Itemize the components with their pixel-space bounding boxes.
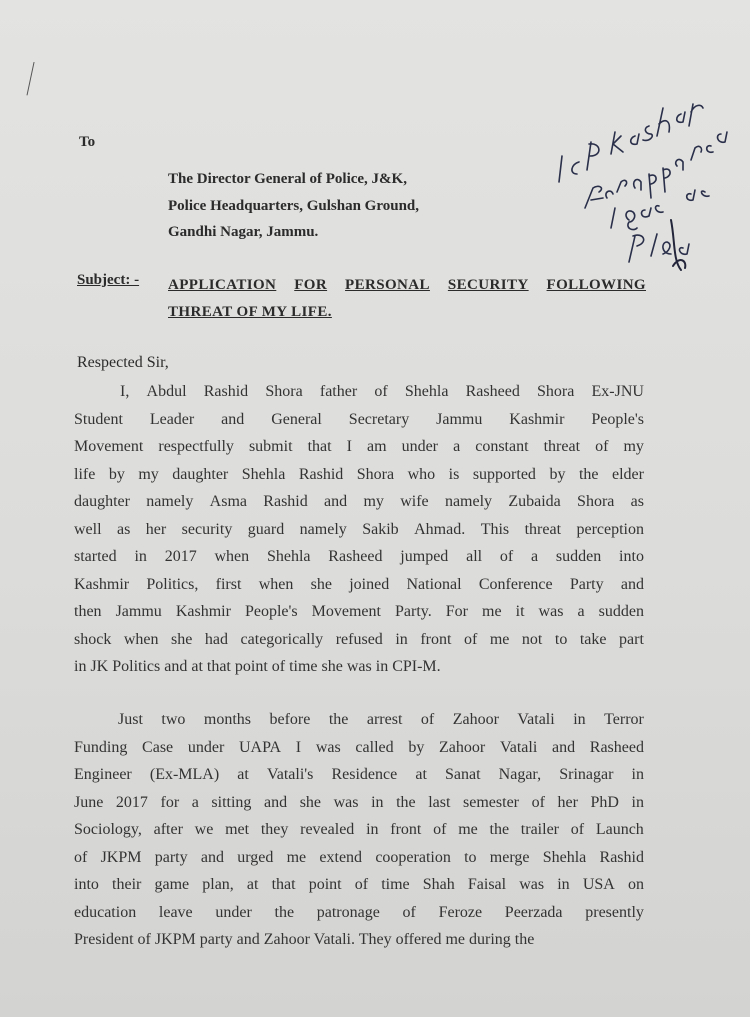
body-paragraph-2: [74, 706, 644, 954]
recipient-to-label: To: [79, 134, 96, 150]
body-word: at: [237, 766, 249, 783]
body-word: am: [366, 438, 387, 455]
body-word: the: [274, 903, 295, 921]
body-word: that: [307, 438, 332, 455]
body-word: Jammu: [436, 410, 483, 428]
body-word: Jammu: [115, 603, 162, 620]
body-word: game: [154, 876, 190, 893]
body-line: [74, 406, 644, 434]
body-word: to: [464, 848, 477, 866]
body-word: me: [458, 821, 478, 838]
body-word: Rashid: [263, 493, 308, 510]
body-word: not: [521, 630, 543, 648]
body-word: by: [408, 738, 425, 756]
body-word: I: [295, 738, 302, 756]
body-line: [74, 871, 644, 899]
body-word: of: [420, 711, 435, 728]
body-word: me: [489, 630, 510, 648]
body-word: of: [374, 383, 388, 400]
body-word: Residence: [331, 766, 398, 783]
body-word: in: [395, 630, 408, 648]
body-word: was: [538, 603, 564, 620]
body-word: Rasheed: [328, 548, 383, 565]
body-word: trailer: [520, 821, 559, 838]
body-word: General: [271, 410, 322, 428]
body-word: presently: [585, 903, 644, 921]
handwritten-line: [559, 104, 703, 182]
body-word: elder: [611, 465, 644, 483]
body-word: and: [620, 575, 644, 593]
body-word: was: [333, 793, 359, 811]
body-word: and: [551, 738, 576, 756]
body-word: the: [328, 711, 349, 728]
body-word: then: [74, 603, 102, 620]
body-word: under: [187, 738, 225, 756]
body-word: they: [260, 821, 289, 838]
body-word: my: [363, 493, 384, 510]
body-paragraph-1: [74, 378, 644, 681]
body-word: Case: [142, 738, 174, 756]
body-word: called: [355, 738, 394, 756]
body-word: under: [215, 903, 252, 921]
body-word: sitting: [211, 793, 252, 811]
body-word: life: [74, 465, 96, 483]
body-word: the: [489, 821, 510, 838]
body-word: under: [401, 438, 439, 455]
body-word: who: [407, 465, 436, 483]
handwritten-line: [629, 234, 689, 262]
body-word: Sanat: [445, 766, 481, 783]
body-word: Shehla: [241, 465, 286, 483]
body-word: namely: [299, 520, 347, 538]
body-word: sudden: [555, 548, 602, 565]
body-word: Vatali: [517, 711, 555, 728]
body-word: Ahmad.: [414, 520, 466, 538]
body-word: of: [595, 438, 609, 455]
subject-text: [168, 272, 646, 326]
body-word: guard: [247, 520, 285, 538]
body-line: [74, 571, 644, 599]
body-word: Asma: [209, 493, 247, 510]
body-word: jumped: [400, 548, 449, 565]
body-word: Feroze: [438, 903, 483, 921]
body-word: urged: [237, 848, 274, 866]
body-word: the: [396, 793, 416, 811]
body-word: PhD: [590, 793, 619, 811]
body-word: Ex-JNU: [591, 383, 644, 400]
body-word: of: [354, 876, 369, 893]
body-word: (Ex-MLA): [149, 766, 220, 783]
body-word: Shora: [577, 493, 615, 510]
body-word: that: [271, 876, 296, 893]
body-word: leave: [158, 903, 193, 921]
body-line: [74, 461, 644, 489]
body-word: I,: [120, 383, 130, 400]
body-word: Party: [569, 575, 604, 593]
body-word: a: [191, 793, 199, 811]
body-word: daughter: [74, 493, 130, 510]
body-word: Rashid: [298, 465, 344, 483]
body-word: Shehla: [404, 383, 449, 400]
body-line: [74, 844, 644, 872]
body-word: in: [573, 711, 586, 728]
body-word: father: [319, 383, 358, 400]
body-word: USA: [582, 876, 615, 893]
body-line: [74, 598, 644, 626]
body-word: Just: [118, 711, 143, 728]
body-word: categorically: [240, 630, 324, 648]
address-line: Gandhi Nagar, Jammu.: [168, 224, 319, 240]
body-word: Nagar,: [498, 766, 542, 783]
body-word: in: [557, 876, 570, 893]
body-word: time: [381, 876, 410, 893]
body-word: namely: [444, 493, 493, 510]
body-word: before: [269, 711, 311, 728]
body-word: submit: [248, 438, 293, 455]
body-word: Party.: [395, 603, 432, 620]
body-word: Zahoor: [452, 711, 499, 728]
body-word: Rasheed: [589, 738, 644, 756]
body-word: joined: [349, 575, 390, 593]
body-word: Kashmir: [74, 575, 130, 593]
body-word: UAPA: [239, 738, 282, 756]
body-word: Shehla: [266, 548, 311, 565]
body-word: respectfully: [158, 438, 234, 455]
body-word: plan,: [202, 876, 234, 893]
body-word: constant: [475, 438, 529, 455]
body-word: People's: [591, 410, 644, 428]
body-word: extend: [319, 848, 363, 866]
body-line: [74, 433, 644, 461]
body-word: by: [108, 465, 125, 483]
body-word: and: [221, 410, 245, 428]
recipient-address: [168, 166, 419, 246]
body-word: we: [194, 821, 214, 838]
address-line: Police Headquarters, Gulshan Ground,: [168, 197, 420, 214]
body-word: Vatali: [499, 738, 538, 756]
body-word: when: [258, 575, 294, 593]
body-line: [74, 706, 644, 734]
subject-word: SECURITY: [447, 277, 529, 293]
body-word: all: [466, 548, 483, 565]
body-word: when: [214, 548, 250, 565]
body-line: [74, 816, 644, 844]
body-word: cooperation: [375, 848, 451, 866]
body-line: [74, 378, 644, 406]
body-word: Peerzada: [504, 903, 563, 921]
body-word: in: [631, 766, 644, 783]
body-word: a: [577, 603, 585, 620]
body-word: Zubaida: [508, 493, 561, 510]
body-word: of: [433, 821, 447, 838]
body-word: of: [74, 848, 88, 866]
body-word: when: [123, 630, 159, 648]
subject-word: APPLICATION: [168, 277, 277, 293]
body-word: she: [171, 630, 193, 648]
body-word: wife: [400, 493, 429, 510]
body-line: [74, 734, 644, 762]
body-word: JKPM: [100, 848, 142, 866]
body-word: 2017: [115, 793, 148, 811]
body-word: and: [264, 793, 288, 811]
body-line: in JK Politics and at that point of time she was in CPI-M.: [74, 658, 441, 675]
address-line: The Director General of Police, J&K,: [168, 171, 407, 187]
body-word: Rasheed: [465, 383, 520, 400]
body-word: me: [482, 603, 502, 620]
body-line: [74, 789, 644, 817]
signature-flourish: [671, 220, 685, 270]
body-word: of: [570, 821, 585, 838]
body-word: Student: [74, 410, 123, 428]
body-word: part: [619, 630, 644, 648]
body-line: [74, 488, 644, 516]
body-word: Movement: [74, 438, 144, 455]
body-word: last: [428, 793, 451, 811]
body-word: perception: [576, 520, 644, 538]
body-word: and: [324, 493, 348, 510]
body-word: Rashid: [203, 383, 249, 400]
body-word: at: [415, 766, 427, 783]
body-word: For: [445, 603, 469, 620]
body-word: a: [453, 438, 461, 455]
body-word: on: [627, 876, 644, 893]
body-word: and: [200, 848, 224, 866]
body-word: first: [215, 575, 242, 593]
body-line: [74, 626, 644, 654]
body-word: Leader: [149, 410, 195, 428]
handwritten-line: [611, 190, 709, 230]
body-word: by: [549, 465, 566, 483]
body-word: supported: [472, 465, 536, 483]
body-word: National: [406, 575, 462, 593]
body-word: in: [371, 793, 384, 811]
body-line: [74, 543, 644, 571]
body-word: point: [308, 876, 342, 893]
body-word: of: [402, 903, 416, 921]
body-word: semester: [463, 793, 519, 811]
body-word: my: [138, 465, 159, 483]
body-word: refused: [335, 630, 383, 648]
body-word: of: [531, 793, 545, 811]
body-word: Srinagar: [559, 766, 614, 783]
body-word: at: [246, 876, 259, 893]
body-word: namely: [146, 493, 194, 510]
body-word: Rashid: [599, 848, 644, 866]
body-word: Shora: [265, 383, 303, 400]
body-word: started: [74, 548, 117, 565]
body-word: Zahoor: [439, 738, 486, 756]
body-word: Kashmir: [175, 603, 231, 620]
body-word: of: [499, 548, 514, 565]
body-word: she: [310, 575, 332, 593]
body-line: [74, 899, 644, 927]
body-word: People's: [244, 603, 298, 620]
body-word: met: [225, 821, 250, 838]
body-line: [74, 761, 644, 789]
body-word: the: [578, 465, 599, 483]
subject-word: PERSONAL: [345, 277, 430, 293]
body-word: take: [579, 630, 607, 648]
body-line: President of JKPM party and Zahoor Vatali. They offered me during the: [74, 931, 535, 948]
body-word: revealed: [300, 821, 355, 838]
body-word: it: [515, 603, 525, 620]
body-word: after: [153, 821, 183, 838]
body-word: party: [154, 848, 188, 866]
body-word: Movement: [311, 603, 381, 620]
body-word: This: [480, 520, 510, 538]
body-word: Sakib: [362, 520, 399, 538]
body-word: is: [448, 465, 460, 483]
body-word: Conference: [478, 575, 553, 593]
body-word: as: [630, 493, 644, 510]
body-word: in: [134, 548, 147, 565]
body-line: [74, 516, 644, 544]
body-word: Launch: [595, 821, 644, 838]
body-word: Faisal: [467, 876, 507, 893]
body-word: as: [117, 520, 131, 538]
body-word: daughter: [172, 465, 229, 483]
subject-line-2: THREAT OF MY LIFE.: [168, 304, 332, 320]
body-word: Abdul: [146, 383, 187, 400]
body-word: a: [531, 548, 539, 565]
subject-word: FOLLOWING: [546, 277, 646, 293]
body-word: Engineer: [74, 766, 132, 783]
body-word: her: [557, 793, 578, 811]
margin-pen-mark: [27, 62, 38, 96]
body-word: Vatali's: [266, 766, 314, 783]
body-word: Shehla: [542, 848, 587, 866]
body-word: me: [286, 848, 307, 866]
body-word: security: [181, 520, 233, 538]
body-word: front: [390, 821, 422, 838]
body-word: Sociology,: [74, 821, 142, 838]
body-word: to: [554, 630, 568, 648]
subject-label: Subject: -: [77, 272, 140, 288]
body-word: my: [623, 438, 644, 455]
body-word: arrest: [366, 711, 403, 728]
body-word: their: [112, 876, 142, 893]
body-word: into: [74, 876, 99, 893]
body-word: sudden: [598, 603, 644, 620]
salutation: Respected Sir,: [77, 354, 169, 371]
body-word: Shora: [356, 465, 395, 483]
body-word: her: [145, 520, 167, 538]
body-word: Politics,: [146, 575, 199, 593]
body-word: patronage: [316, 903, 380, 921]
body-word: she: [299, 793, 322, 811]
body-word: Kashmir: [509, 410, 565, 428]
body-word: I: [346, 438, 352, 455]
body-word: merge: [489, 848, 530, 866]
subject-word: FOR: [294, 277, 328, 293]
body-word: of: [463, 630, 478, 648]
body-word: was: [315, 738, 341, 756]
body-word: education: [74, 903, 137, 921]
body-word: had: [204, 630, 229, 648]
body-word: Secretary: [348, 410, 410, 428]
body-word: in: [366, 821, 379, 838]
body-word: well: [74, 520, 102, 538]
body-word: 2017: [164, 548, 197, 565]
body-word: was: [519, 876, 545, 893]
body-word: two: [161, 711, 186, 728]
body-word: Funding: [74, 738, 128, 756]
body-word: in: [631, 793, 644, 811]
body-word: into: [619, 548, 644, 565]
body-word: Terror: [604, 711, 644, 728]
body-word: threat: [524, 520, 562, 538]
handwritten-annotation: [545, 70, 735, 280]
body-word: front: [420, 630, 452, 648]
body-word: months: [203, 711, 251, 728]
body-word: threat: [543, 438, 581, 455]
body-word: June: [74, 793, 104, 811]
body-word: shock: [74, 630, 112, 648]
body-word: Shah: [422, 876, 455, 893]
body-word: for: [160, 793, 180, 811]
body-word: Shora: [537, 383, 575, 400]
